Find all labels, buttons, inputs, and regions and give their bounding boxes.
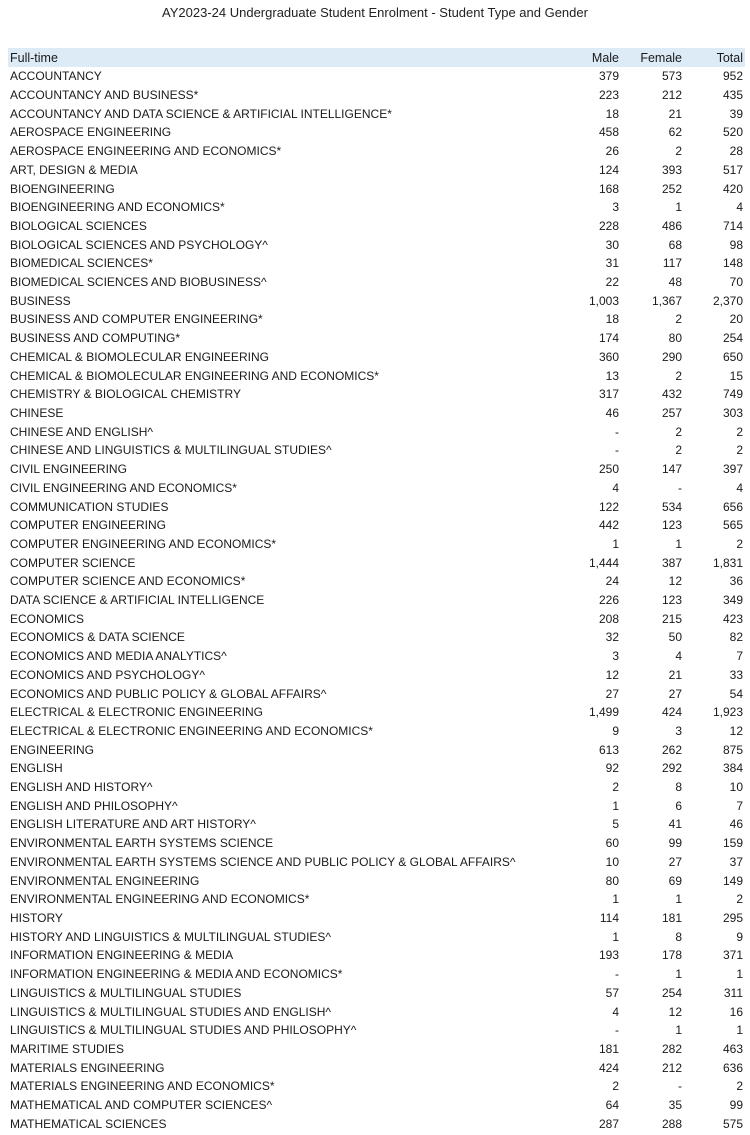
female-count: 41 <box>668 817 682 832</box>
female-count: 2 <box>675 443 682 458</box>
table-row <box>8 740 745 759</box>
table-row <box>8 123 745 142</box>
table-row <box>8 572 745 591</box>
programme-name: CHEMICAL & BIOMOLECULAR ENGINEERING AND ECONOMICS* <box>10 368 379 383</box>
programme-name: CHEMISTRY & BIOLOGICAL CHEMISTRY <box>10 387 241 402</box>
programme-name: ECONOMICS & DATA SCIENCE <box>10 630 185 645</box>
total-count: 70 <box>729 275 743 290</box>
male-count: 26 <box>605 144 619 159</box>
table-row <box>8 478 745 497</box>
table-row <box>8 778 745 797</box>
total-count: 384 <box>722 761 743 776</box>
female-count: 393 <box>661 162 682 177</box>
male-count: 317 <box>598 387 619 402</box>
female-count: 6 <box>675 798 682 813</box>
programme-name: COMPUTER ENGINEERING AND ECONOMICS* <box>10 536 277 551</box>
total-count: 397 <box>722 462 743 477</box>
male-count: 3 <box>612 649 619 664</box>
female-count: 282 <box>661 1041 682 1056</box>
total-count: 1 <box>736 1023 743 1038</box>
total-count: 15 <box>729 368 743 383</box>
total-count: 4 <box>736 200 743 215</box>
header-male: Male <box>528 48 621 67</box>
programme-name: CHINESE <box>10 406 64 420</box>
programme-name: DATA SCIENCE & ARTIFICIAL INTELLIGENCE <box>10 593 265 608</box>
programme-name: CHINESE AND ENGLISH^ <box>10 424 153 439</box>
programme-name: ENVIRONMENTAL EARTH SYSTEMS SCIENCE <box>10 836 274 851</box>
table-row <box>8 853 745 872</box>
header-female: Female <box>621 48 684 67</box>
female-count: 80 <box>668 331 682 346</box>
table-row <box>8 329 745 348</box>
male-count: 181 <box>598 1041 619 1056</box>
total-count: 1,923 <box>712 705 743 720</box>
programme-name: ACCOUNTANCY AND BUSINESS* <box>10 88 199 103</box>
male-count: 226 <box>598 593 619 608</box>
table-row <box>8 161 745 180</box>
male-count: 114 <box>599 910 619 925</box>
table-row <box>8 460 745 479</box>
table-body <box>8 67 745 1133</box>
programme-name: LINGUISTICS & MULTILINGUAL STUDIES AND PHILOSOPHY^ <box>10 1023 357 1038</box>
female-count: 1 <box>675 967 682 982</box>
female-count: 50 <box>668 630 682 645</box>
total-count: 159 <box>722 836 743 851</box>
total-count: 82 <box>729 630 743 645</box>
total-count: 148 <box>722 256 743 271</box>
male-count: 9 <box>612 723 619 738</box>
male-count: 22 <box>605 275 619 290</box>
female-count: 21 <box>668 106 682 121</box>
total-count: 650 <box>722 349 743 364</box>
programme-name: MATHEMATICAL AND COMPUTER SCIENCES^ <box>10 1098 273 1113</box>
table-row <box>8 348 745 367</box>
total-count: 423 <box>722 611 743 626</box>
female-count: 288 <box>661 1116 682 1131</box>
male-count: 12 <box>605 667 619 682</box>
male-count: 24 <box>605 574 619 589</box>
female-count: 68 <box>668 237 682 252</box>
table-row <box>8 198 745 217</box>
programme-name: MATERIALS ENGINEERING AND ECONOMICS* <box>10 1079 275 1094</box>
table-row <box>8 927 745 946</box>
table-row <box>8 497 745 516</box>
programme-name: ENGLISH AND HISTORY^ <box>10 780 153 795</box>
table-row <box>8 104 745 123</box>
female-count: 212 <box>661 88 682 103</box>
total-count: 98 <box>729 237 743 252</box>
table-row <box>8 946 745 965</box>
table-row <box>8 422 745 441</box>
female-count: 262 <box>661 742 682 757</box>
total-count: 2 <box>736 1079 743 1094</box>
male-count: 287 <box>598 1116 619 1131</box>
programme-name: MARITIME STUDIES <box>10 1041 125 1056</box>
programme-name: BIOENGINEERING <box>10 181 115 196</box>
male-count: 442 <box>598 518 619 533</box>
total-count: 2,370 <box>712 293 743 308</box>
total-count: 463 <box>722 1041 743 1056</box>
programme-name: AEROSPACE ENGINEERING <box>10 125 172 140</box>
female-count: 99 <box>668 836 682 851</box>
programme-name: ECONOMICS AND MEDIA ANALYTICS^ <box>10 649 227 664</box>
table-row <box>8 273 745 292</box>
female-count: 1 <box>675 892 682 907</box>
total-count: 749 <box>722 387 743 402</box>
table-row <box>8 1058 745 1077</box>
page-title: AY2023-24 Undergraduate Student Enrolment - Student Type and Gender <box>162 5 588 20</box>
total-count: 303 <box>722 406 743 420</box>
total-count: 2 <box>736 536 743 551</box>
female-count: 292 <box>661 761 682 776</box>
table-row <box>8 1096 745 1115</box>
female-count: 2 <box>675 312 682 327</box>
table-row <box>8 609 745 628</box>
programme-name: ELECTRICAL & ELECTRONIC ENGINEERING AND ECONOMICS* <box>10 723 373 738</box>
programme-name: BIOLOGICAL SCIENCES <box>10 218 147 233</box>
male-count: 31 <box>605 256 619 271</box>
female-count: 8 <box>675 780 682 795</box>
table-row <box>8 1002 745 1021</box>
male-count: 18 <box>605 312 619 327</box>
programme-name: CHINESE AND LINGUISTICS & MULTILINGUAL STUDIES^ <box>10 443 332 458</box>
programme-name: BIOLOGICAL SCIENCES AND PSYCHOLOGY^ <box>10 237 268 252</box>
table-row <box>8 310 745 329</box>
male-count: 4 <box>612 480 619 495</box>
female-count: 27 <box>668 854 682 869</box>
programme-name: BUSINESS <box>10 293 71 308</box>
table-row <box>8 441 745 460</box>
male-count: 80 <box>605 873 619 888</box>
total-count: 149 <box>722 873 743 888</box>
male-count: - <box>615 424 619 439</box>
programme-name: ELECTRICAL & ELECTRONIC ENGINEERING <box>10 705 263 720</box>
female-count: 254 <box>661 985 682 1000</box>
programme-name: BUSINESS AND COMPUTING* <box>10 331 181 346</box>
total-count: 254 <box>722 331 743 346</box>
total-count: 46 <box>729 817 743 832</box>
table-row <box>8 815 745 834</box>
table-row <box>8 983 745 1002</box>
male-count: 60 <box>605 836 619 851</box>
male-count: 10 <box>605 854 619 869</box>
total-count: 420 <box>722 181 743 196</box>
programme-name: INFORMATION ENGINEERING & MEDIA AND ECONOMICS* <box>10 967 343 982</box>
table-row <box>8 1114 745 1133</box>
male-count: 193 <box>598 948 619 963</box>
table-row <box>8 291 745 310</box>
total-count: 1,831 <box>712 555 743 570</box>
female-count: 252 <box>661 181 682 196</box>
total-count: 36 <box>729 574 743 589</box>
programme-name: BIOMEDICAL SCIENCES AND BIOBUSINESS^ <box>10 275 267 290</box>
total-count: 656 <box>722 499 743 514</box>
table-row <box>8 217 745 236</box>
total-count: 311 <box>723 985 743 1000</box>
programme-name: ECONOMICS <box>10 611 85 626</box>
male-count: 228 <box>598 218 619 233</box>
programme-name: CHEMICAL & BIOMOLECULAR ENGINEERING <box>10 349 269 364</box>
table-row <box>8 404 745 423</box>
programme-name: ART, DESIGN & MEDIA <box>10 162 138 177</box>
male-count: 1,444 <box>588 555 619 570</box>
male-count: 1 <box>612 798 619 813</box>
male-count: 1,499 <box>588 705 619 720</box>
male-count: 1 <box>612 536 619 551</box>
programme-name: INFORMATION ENGINEERING & MEDIA <box>10 948 234 963</box>
total-count: 875 <box>722 742 743 757</box>
male-count: 1,003 <box>588 293 619 308</box>
table-row <box>8 516 745 535</box>
female-count: 178 <box>661 948 682 963</box>
table-row <box>8 86 745 105</box>
female-count: 12 <box>668 574 682 589</box>
male-count: 2 <box>612 1079 619 1094</box>
total-count: 37 <box>729 854 743 869</box>
female-count: - <box>678 1079 682 1094</box>
table-row <box>8 703 745 722</box>
female-count: 181 <box>661 910 682 925</box>
programme-name: COMMUNICATION STUDIES <box>10 499 169 514</box>
female-count: 4 <box>675 649 682 664</box>
programme-name: HISTORY <box>10 910 63 925</box>
male-count: 3 <box>612 200 619 215</box>
total-count: 1 <box>736 967 743 982</box>
total-count: 16 <box>729 1004 743 1019</box>
male-count: 208 <box>598 611 619 626</box>
female-count: 432 <box>661 387 682 402</box>
male-count: - <box>615 443 619 458</box>
male-count: 613 <box>598 742 619 757</box>
female-count: 117 <box>662 256 682 271</box>
programme-name: COMPUTER SCIENCE <box>10 555 136 570</box>
total-count: 517 <box>722 162 743 177</box>
total-count: 39 <box>729 106 743 121</box>
programme-name: CIVIL ENGINEERING AND ECONOMICS* <box>10 480 237 495</box>
table-row <box>8 647 745 666</box>
male-count: 57 <box>605 985 619 1000</box>
table-row <box>8 628 745 647</box>
total-count: 565 <box>722 518 743 533</box>
table-row <box>8 1021 745 1040</box>
male-count: 1 <box>612 892 619 907</box>
total-count: 28 <box>729 144 743 159</box>
female-count: 48 <box>668 275 682 290</box>
female-count: 2 <box>675 368 682 383</box>
programme-name: HISTORY AND LINGUISTICS & MULTILINGUAL STUDIES^ <box>10 929 332 944</box>
table-row <box>8 553 745 572</box>
female-count: 2 <box>675 144 682 159</box>
programme-name: ECONOMICS AND PSYCHOLOGY^ <box>10 667 205 682</box>
header-total: Total <box>684 48 745 67</box>
male-count: 122 <box>598 499 619 514</box>
female-count: 387 <box>661 555 682 570</box>
enrolment-table <box>8 48 745 1133</box>
programme-name: AEROSPACE ENGINEERING AND ECONOMICS* <box>10 144 282 159</box>
male-count: 27 <box>605 686 619 701</box>
total-count: 714 <box>722 218 743 233</box>
table-row <box>8 1077 745 1096</box>
female-count: 212 <box>661 1060 682 1075</box>
total-count: 952 <box>722 69 743 84</box>
total-count: 10 <box>729 780 743 795</box>
programme-name: BIOENGINEERING AND ECONOMICS* <box>10 200 225 215</box>
table-row <box>8 684 745 703</box>
programme-name: LINGUISTICS & MULTILINGUAL STUDIES <box>10 985 242 1000</box>
table-row <box>8 67 745 86</box>
female-count: 1 <box>675 1023 682 1038</box>
programme-name: ECONOMICS AND PUBLIC POLICY & GLOBAL AFFAIRS^ <box>10 686 327 701</box>
male-count: 64 <box>605 1098 619 1113</box>
male-count: 124 <box>598 162 619 177</box>
male-count: 168 <box>598 181 619 196</box>
female-count: 62 <box>668 125 682 140</box>
female-count: 3 <box>675 723 682 738</box>
female-count: 123 <box>661 593 682 608</box>
table-row <box>8 385 745 404</box>
female-count: 424 <box>661 705 682 720</box>
female-count: 21 <box>668 667 682 682</box>
total-count: 2 <box>736 424 743 439</box>
total-count: 20 <box>729 312 743 327</box>
female-count: 8 <box>675 929 682 944</box>
male-count: 360 <box>598 349 619 364</box>
male-count: 424 <box>598 1060 619 1075</box>
total-count: 349 <box>722 593 743 608</box>
male-count: 379 <box>598 69 619 84</box>
table-row <box>8 142 745 161</box>
table-row <box>8 796 745 815</box>
female-count: 486 <box>661 218 682 233</box>
female-count: - <box>678 480 682 495</box>
table-row <box>8 834 745 853</box>
table-row <box>8 235 745 254</box>
total-count: 7 <box>736 649 743 664</box>
programme-name: ACCOUNTANCY <box>10 69 102 84</box>
female-count: 2 <box>675 424 682 439</box>
male-count: 458 <box>598 125 619 140</box>
total-count: 295 <box>722 910 743 925</box>
table-row <box>8 591 745 610</box>
programme-name: ENGINEERING <box>10 742 95 757</box>
male-count: 223 <box>598 88 619 103</box>
female-count: 123 <box>661 518 682 533</box>
total-count: 54 <box>729 686 743 701</box>
female-count: 12 <box>668 1004 682 1019</box>
female-count: 69 <box>668 873 682 888</box>
programme-name: ENGLISH <box>10 761 63 776</box>
programme-name: COMPUTER ENGINEERING <box>10 518 167 533</box>
female-count: 534 <box>661 499 682 514</box>
male-count: 1 <box>612 929 619 944</box>
table-row <box>8 909 745 928</box>
female-count: 1,367 <box>651 293 682 308</box>
male-count: 13 <box>605 368 619 383</box>
total-count: 12 <box>729 723 743 738</box>
programme-name: COMPUTER SCIENCE AND ECONOMICS* <box>10 574 246 589</box>
table-row <box>8 254 745 273</box>
male-count: - <box>615 1023 619 1038</box>
total-count: 371 <box>722 948 743 963</box>
total-count: 7 <box>736 798 743 813</box>
table-row <box>8 366 745 385</box>
female-count: 1 <box>675 536 682 551</box>
female-count: 257 <box>661 406 682 420</box>
table-row <box>8 759 745 778</box>
total-count: 435 <box>722 88 743 103</box>
female-count: 35 <box>668 1098 682 1113</box>
programme-name: MATHEMATICAL SCIENCES <box>10 1116 167 1131</box>
male-count: 4 <box>612 1004 619 1019</box>
programme-name: BUSINESS AND COMPUTER ENGINEERING* <box>10 312 263 327</box>
total-count: 99 <box>729 1098 743 1113</box>
table-row <box>8 871 745 890</box>
total-count: 520 <box>722 125 743 140</box>
programme-name: ENGLISH AND PHILOSOPHY^ <box>10 798 178 813</box>
programme-name: BIOMEDICAL SCIENCES* <box>10 256 153 271</box>
male-count: - <box>615 967 619 982</box>
table-header-row <box>8 48 745 67</box>
programme-name: ENVIRONMENTAL EARTH SYSTEMS SCIENCE AND PUBLIC POLICY & GLOBAL AFFAIRS^ <box>10 854 516 869</box>
male-count: 92 <box>605 761 619 776</box>
total-count: 4 <box>736 480 743 495</box>
header-full-time: Full-time <box>8 48 528 67</box>
programme-name: ACCOUNTANCY AND DATA SCIENCE & ARTIFICIAL INTELLIGENCE* <box>10 106 392 121</box>
programme-name: ENVIRONMENTAL ENGINEERING AND ECONOMICS* <box>10 892 310 907</box>
total-count: 575 <box>722 1116 743 1131</box>
table-row <box>8 1040 745 1059</box>
table-row <box>8 666 745 685</box>
programme-name: LINGUISTICS & MULTILINGUAL STUDIES AND ENGLISH^ <box>10 1004 332 1019</box>
total-count: 9 <box>736 929 743 944</box>
male-count: 250 <box>598 462 619 477</box>
total-count: 2 <box>736 892 743 907</box>
female-count: 573 <box>661 69 682 84</box>
table-row <box>8 722 745 741</box>
table-row <box>8 965 745 984</box>
female-count: 27 <box>668 686 682 701</box>
male-count: 174 <box>598 331 619 346</box>
female-count: 215 <box>661 611 682 626</box>
female-count: 290 <box>661 349 682 364</box>
male-count: 32 <box>605 630 619 645</box>
male-count: 2 <box>612 780 619 795</box>
programme-name: MATERIALS ENGINEERING <box>10 1060 165 1075</box>
total-count: 636 <box>722 1060 743 1075</box>
table-row <box>8 179 745 198</box>
male-count: 30 <box>605 237 619 252</box>
programme-name: ENVIRONMENTAL ENGINEERING <box>10 873 200 888</box>
female-count: 1 <box>675 200 682 215</box>
total-count: 2 <box>736 443 743 458</box>
total-count: 33 <box>729 667 743 682</box>
male-count: 18 <box>605 106 619 121</box>
programme-name: CIVIL ENGINEERING <box>10 462 127 477</box>
male-count: 46 <box>605 406 619 420</box>
table-row <box>8 890 745 909</box>
programme-name: ENGLISH LITERATURE AND ART HISTORY^ <box>10 817 256 832</box>
table-row <box>8 535 745 554</box>
female-count: 147 <box>661 462 682 477</box>
male-count: 5 <box>612 817 619 832</box>
